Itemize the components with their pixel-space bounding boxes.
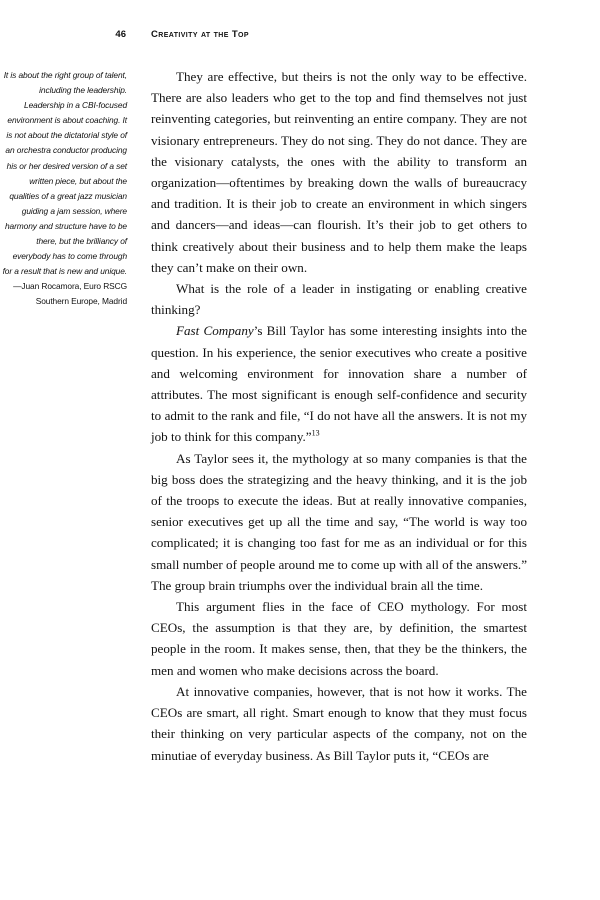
paragraph-6: At innovative companies, however, that is not how it works. The CEOs are smart, all right. Smart enough to know that they must focus their thinking on very particular aspects of the company, not on the minutiae of everyday business. As Bill Taylor puts it, “CEOs are (151, 683, 527, 763)
paragraph-2: What is the role of a leader in instigating or enabling creative thinking? (151, 281, 527, 318)
body-text (151, 66, 527, 766)
sidebar-attribution: —Juan Rocamora, Euro RSCG Southern Europe, Madrid (13, 281, 127, 307)
paragraph-3-text: ’s Bill Taylor has some interesting insights into the question. In his experience, the senior executives who create a positive and welcoming environment for innovation share a number of attributes. The most significant is enough self-confidence and security to admit to the rank and file, “I do not have all the answers. It is not my job to think for this company.” (151, 323, 527, 445)
page-number: 46 (115, 29, 126, 40)
running-header (0, 29, 600, 43)
footnote-ref: 13 (311, 429, 320, 439)
sidebar-quote-text: It is about the right group of talent, including the leadership. Leadership in a CBI-focused environment is about coaching. It is not about the dictatorial style of an orchestra conductor producing his or her desired version of a set written piece, but about the qualities of a great jazz musician guiding a jam session, where harmony and structure have to be there, but the brilliancy of everybody has to come through for a result that is new and unique. (2, 70, 127, 277)
running-title: Creativity at the Top (151, 29, 249, 40)
paragraph-5: This argument flies in the face of CEO mythology. For most CEOs, the assumption is that they are, by definition, the smartest people in the room. It makes sense, then, that they be the thinkers, the men and women who make decisions across the board. (151, 599, 527, 678)
sidebar-quote (2, 68, 127, 310)
paragraph-3 (151, 320, 527, 447)
paragraph-4: As Taylor sees it, the mythology at so many companies is that the big boss does the strategizing and the heavy thinking, and it is the job of the troops to execute the ideas. But at really innovative companies, senior executives get up all the time and say, “The world is way too complicated; it is changing too fast for me as an individual or for this small number of people around me to come up with all of the answers.” The group brain triumphs over the individual brain all the time. (151, 450, 527, 593)
paragraph-1: They are effective, but theirs is not the only way to be effective. There are also leaders who get to the top and find themselves not just reinventing categories, but reinventing an entire company. They are not visionary entrepreneurs. They do not sing. They do not dance. They are the visionary catalysts, the ones with the ability to transform an organization—oftentimes by breaking down the walls of bureaucracy and tradition. It is their job to create an environment in which singers and dancers—and ideas—can flourish. It’s their job to get others to think creatively about their business and to help them make the leaps they can’t make on their own. (151, 69, 527, 275)
publication-title: Fast Company (176, 323, 254, 339)
